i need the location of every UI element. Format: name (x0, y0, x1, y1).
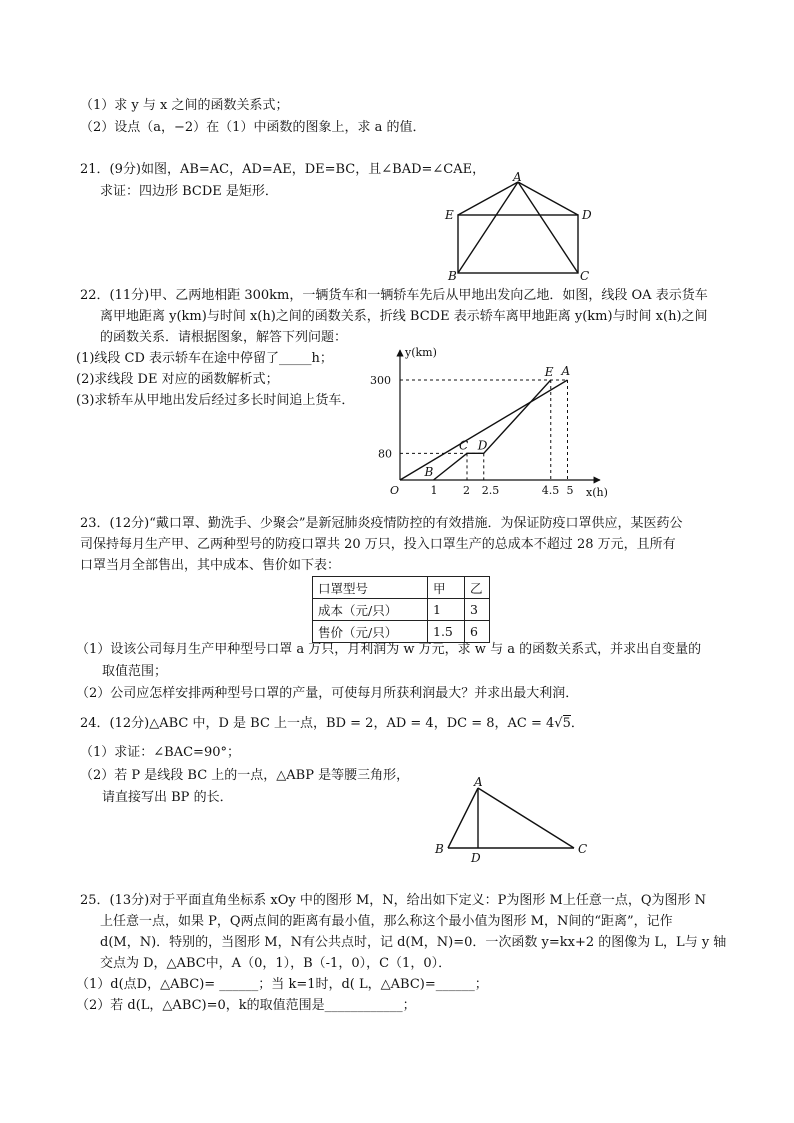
label-a: A (513, 170, 522, 184)
q24-line1-text: 24．(12分)△ABC 中，D 是 BC 上一点，BD = 2，AD = 4，DC = 8，AC = 4 (80, 716, 555, 731)
x-tick-label: 2.5 (481, 484, 500, 497)
label-b: B (448, 269, 457, 282)
q22-distance-time-graph (360, 344, 610, 504)
point-label-a: A (561, 364, 571, 378)
label-c: C (580, 269, 590, 282)
table-row (313, 621, 490, 643)
table-header-cell: 口罩型号 (313, 577, 428, 599)
point-label-d: D (477, 438, 488, 453)
label-b: B (435, 842, 444, 856)
seg-ad (518, 182, 578, 215)
q25-line3: d(M，N)．特别的，当图形 M，N有公共点时，记 d(M，N)=0．一次函数 y=kx+2 的图像为 L，L与 y 轴 (100, 935, 727, 950)
q23-line1: 23．(12分)“戴口罩、勤洗手、少聚会”是新冠肺炎疫情防控的有效措施．为保证防疫口罩供应，某医药公 (80, 516, 683, 531)
rect-bcde (458, 215, 578, 273)
mask-cost-price-table (312, 576, 490, 643)
label-d: D (471, 851, 481, 865)
table-row (313, 599, 490, 621)
q22-q1: (1)线段 CD 表示轿车在途中停留了_____h； (76, 351, 333, 366)
label-e: E (445, 208, 454, 222)
q24-line1 (80, 716, 584, 732)
q24-part1: （1）求证：∠BAC=90°； (80, 745, 240, 760)
x-axis-label: x(h) (586, 486, 608, 499)
q23-part1-line2: 取值范围； (102, 664, 168, 679)
q23-line2: 司保持每月生产甲、乙两种型号的防疫口罩共 20 万只，投入口罩生产的总成本不超过 28 万元，且所有 (80, 537, 676, 552)
q22-line2: 离甲地距离 y(km)与时间 x(h)之间的函数关系，折线 BCDE 表示轿车离甲地距离 y(km)与时间 x(h)之间 (100, 309, 708, 324)
q23-part1-line1: （1）设该公司每月生产甲种型号口罩 a 万只，月利润为 w 万元，求 w 与 a 的函数关系式，并求出自变量的 (76, 642, 702, 657)
x-tick-label: 1 (430, 484, 438, 497)
table-cell: 6 (465, 621, 490, 643)
table-cell: 3 (465, 599, 490, 621)
car-polyline-bcde (434, 380, 551, 480)
q20-part1: （1）求 y 与 x 之间的函数关系式； (80, 98, 289, 113)
table-cell: 成本（元/只） (313, 599, 428, 621)
x-tick-label: 4.5 (541, 484, 560, 497)
q22-q2: (2)求线段 DE 对应的函数解析式； (76, 372, 279, 387)
table-header-cell: 乙 (465, 577, 490, 599)
q22-q3: (3)求轿车从甲地出发后经过多长时间追上货车． (76, 393, 355, 408)
q25-line2: 上任意一点，如果 P，Q两点间的距离有最小值，那么称这个最小值为图形 M，N间的“距离”，记作 (100, 914, 673, 929)
label-c: C (578, 842, 588, 856)
table-cell: 售价（元/只） (313, 621, 428, 643)
label-a: A (474, 775, 483, 789)
q24-part2: （2）若 P 是线段 BC 上的一点，△ABP 是等腰三角形， (80, 768, 410, 783)
seg-ac (518, 182, 578, 273)
table-header-cell: 甲 (428, 577, 465, 599)
y-axis-label: y(km) (405, 346, 437, 359)
q25-line1: 25．(13分)对于平面直角坐标系 xOy 中的图形 M，N，给出如下定义：P为图形 M上任意一点，Q为图形 N (80, 893, 707, 908)
q24-line1-end: ． (570, 716, 584, 731)
sqrt-radicand: 5 (562, 716, 571, 731)
q24-part3: 请直接写出 BP 的长． (102, 790, 233, 805)
y-tick-label: 300 (370, 374, 391, 387)
q25-part1: （1）d(点D，△ABC)= ______；当 k=1时，d( L，△ABC)=______； (76, 977, 488, 992)
q21-line2: 求证：四边形 BCDE 是矩形． (100, 184, 278, 199)
x-tick-label: 5 (566, 484, 574, 497)
table-header-row (313, 577, 490, 599)
point-label-e: E (544, 365, 554, 379)
q23-line3: 口罩当月全部售出，其中成本、售价如下表： (80, 558, 341, 573)
q25-part2: （2）若 d(L，△ABC)=0，k的取值范围是____________； (76, 998, 416, 1013)
q20-part2: （2）设点（a，−2）在（1）中函数的图象上，求 a 的值． (80, 120, 426, 135)
table-cell: 1 (428, 599, 465, 621)
y-tick-label: 80 (378, 447, 392, 461)
q24-right-triangle-figure (428, 774, 598, 866)
table-cell: 1.5 (428, 621, 465, 643)
origin-label: O (390, 484, 400, 497)
q25-line4: 交点为 D，△ABC中，A（0，1），B（-1，0），C（1，0）． (100, 956, 452, 971)
q22-line1: 22．(11分)甲、乙两地相距 300km，一辆货车和一辆轿车先后从甲地出发向乙地．如图，线段 OA 表示货车 (80, 288, 708, 303)
seg-ae (458, 182, 518, 215)
seg-ab (448, 788, 478, 848)
point-label-c: C (459, 438, 469, 453)
x-tick-label: 2 (463, 484, 470, 497)
seg-ab (458, 182, 518, 273)
q21-rectangle-figure (440, 170, 600, 282)
sqrt-sign: √ (554, 716, 563, 731)
q22-line3: 的函数关系．请根据图象，解答下列问题： (100, 330, 348, 345)
point-label-b: B (424, 465, 434, 479)
seg-ac (478, 788, 574, 848)
q23-part2: （2）公司应怎样安排两种型号口罩的产量，可使每月所获利润最大？并求出最大利润． (76, 686, 579, 701)
label-d: D (582, 208, 592, 222)
q21-line1: 21．(9分)如图，AB=AC，AD=AE，DE=BC，且∠BAD=∠CAE， (80, 162, 486, 177)
